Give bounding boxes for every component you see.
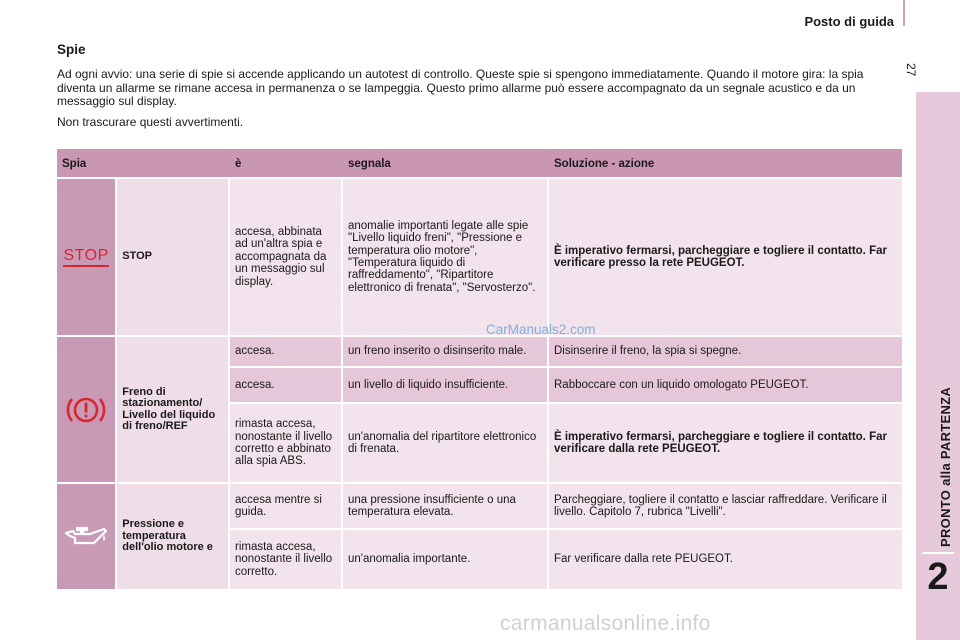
signal-cell: un freno inserito o disinserito male.: [343, 337, 547, 366]
table-row: [230, 484, 902, 528]
icon-cell: [57, 179, 115, 335]
action-cell: Disinserire il freno, la spia si spegne.: [549, 337, 902, 366]
oil-can-icon: [63, 524, 109, 550]
brake-warning-icon: [64, 392, 108, 428]
signal-cell: un'anomalia del ripartitore elettronico di frenata.: [343, 404, 547, 482]
sidebar-section: [916, 92, 960, 552]
sidebar-section-label: PRONTO alla PARTENZA: [938, 386, 953, 547]
signal-cell: un'anomalia importante.: [343, 530, 547, 589]
light-name: Pressione e temperatura dell'olio motore e: [117, 484, 228, 589]
watermark-carmanuals2: CarManuals2.com: [486, 322, 596, 337]
header-divider: [903, 0, 905, 26]
signal-cell: una pressione insufficiente o una temperatura elevata.: [343, 484, 547, 528]
table-row: [230, 337, 902, 366]
icon-cell: [57, 337, 115, 482]
table-row: [230, 368, 902, 402]
chapter-number: 2: [927, 556, 949, 598]
table-row: [230, 179, 902, 335]
table-header: [57, 149, 902, 177]
action-cell: Parcheggiare, togliere il contatto e lasciar raffreddare. Verificare il livello. Capitolo 7, rubrica "Livelli".: [549, 484, 902, 528]
action-cell: È imperativo fermarsi, parcheggiare e togliere il contatto. Far verificare presso la rete PEUGEOT.: [549, 179, 902, 335]
action-cell: Rabboccare con un liquido omologato PEUGEOT.: [549, 368, 902, 402]
light-name: Freno di stazionamento/ Livello del liquido di freno/REF: [117, 337, 228, 482]
table-group-oil: [57, 484, 902, 589]
icon-cell: [57, 484, 115, 589]
light-name: STOP: [117, 179, 228, 335]
intro-text: [57, 68, 902, 136]
state-cell: accesa, abbinata ad un'altra spia e accompagnata da un messaggio sul display.: [230, 179, 341, 335]
state-cell: rimasta accesa, nonostante il livello corretto.: [230, 530, 341, 589]
state-cell: accesa.: [230, 337, 341, 366]
table-row: [230, 404, 902, 482]
signal-cell: anomalie importanti legate alle spie "Livello liquido freni", "Pressione e temperatura olio motore", "Temperatura liquido di raffreddamento", "Ripartitore elettronico di frenata", "Servosterzo".: [343, 179, 547, 335]
state-cell: accesa.: [230, 368, 341, 402]
signal-cell: un livello di liquido insufficiente.: [343, 368, 547, 402]
state-cell: accesa mentre si guida.: [230, 484, 341, 528]
table-group-stop: [57, 179, 902, 335]
table-row: [230, 530, 902, 589]
warning-lights-table: [57, 149, 902, 591]
table-group-brake: [57, 337, 902, 482]
chapter-divider: [922, 552, 954, 554]
stop-icon: STOP: [63, 247, 108, 267]
header-action: Soluzione - azione: [554, 158, 655, 170]
intro-note: Non trascurare questi avvertimenti.: [57, 114, 244, 129]
section-title: Spie: [57, 42, 86, 57]
watermark-carmanualsonline: carmanualsonline.info: [500, 612, 711, 635]
page-header-title: Posto di guida: [804, 14, 894, 29]
header-state: è: [235, 158, 242, 170]
state-cell: rimasta accesa, nonostante il livello corretto e abbinato alla spia ABS.: [230, 404, 341, 482]
action-cell: È imperativo fermarsi, parcheggiare e togliere il contatto. Far verificare dalla rete PEUGEOT.: [549, 404, 902, 482]
action-cell: Far verificare dalla rete PEUGEOT.: [549, 530, 902, 589]
header-spia: Spia: [62, 158, 87, 170]
header-signal: segnala: [348, 158, 391, 170]
intro-paragraph: Ad ogni avvio: una serie di spie si accende applicando un autotest di controllo. Queste spie si spengono immediatamente. Quando il motore gira: la spia diventa un allarme se rimane accesa in permanenza o se lampeggia. Questo primo allarme può essere accompagnato da un segnale acustico e da un messaggio sul display.: [57, 67, 864, 109]
page-number: 27: [904, 63, 918, 77]
